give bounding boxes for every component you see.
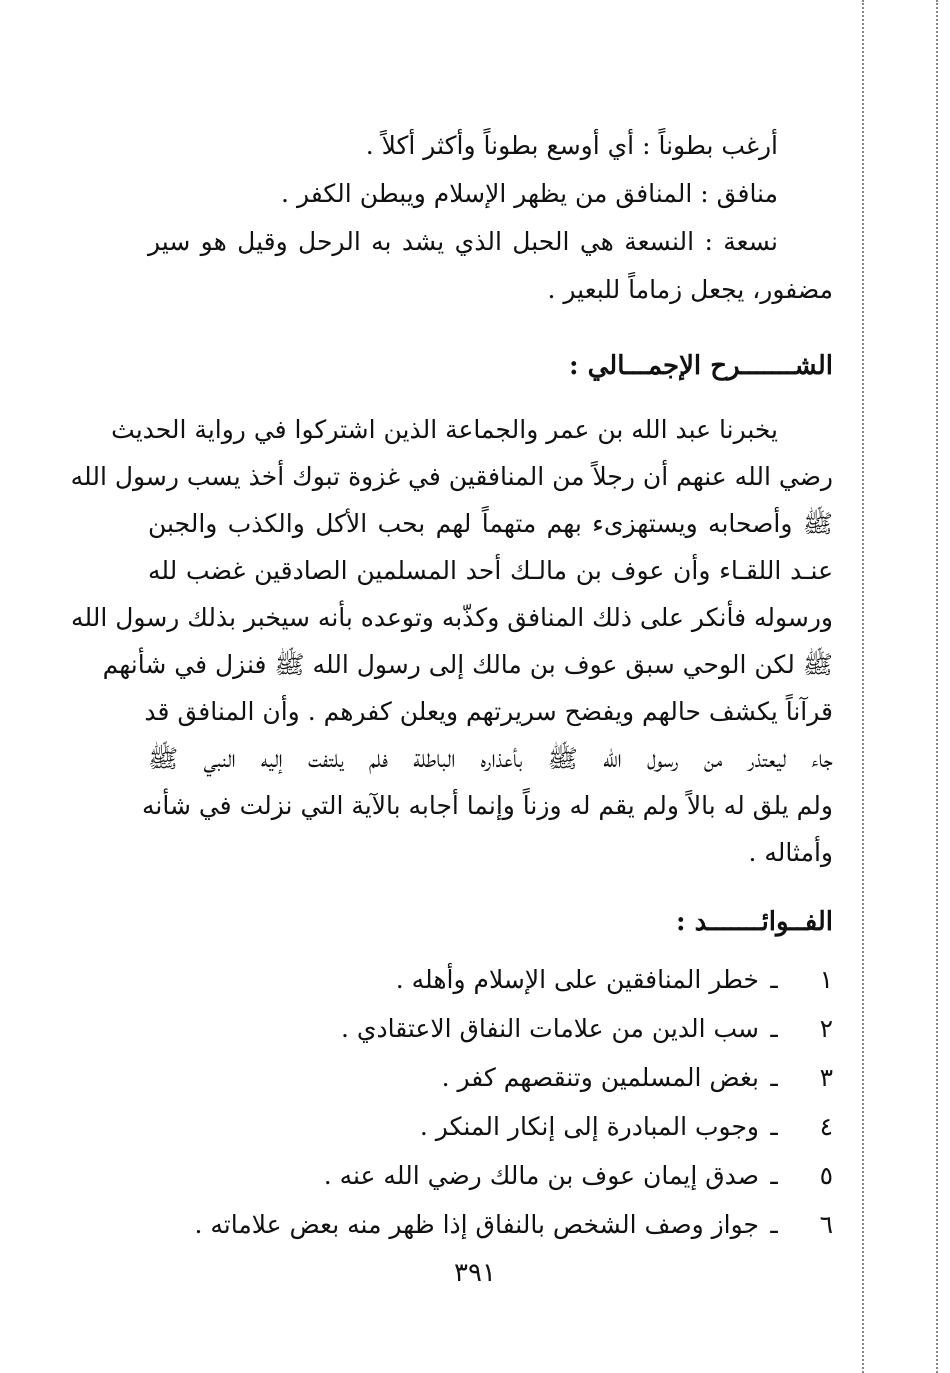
glossary-line: أرغب بطوناً : أي أوسع بطوناً وأكثر أكلاً . [365, 131, 778, 160]
list-item-text: جواز وصف الشخص بالنفاق إذا ظهر منه بعض علاماته . [194, 1210, 759, 1239]
list-item [148, 1200, 833, 1249]
list-item-text: خطر المنافقين على الإسلام وأهله . [395, 965, 759, 994]
glossary-section [148, 122, 833, 314]
paragraph-line: وأمثاله . [748, 838, 833, 867]
paragraph-line: يخبرنا عبد الله بن عمر والجماعة الذين اشتركوا في رواية الحديث [111, 415, 778, 444]
list-item-text: صدق إيمان عوف بن مالك رضي الله عنه . [323, 1161, 759, 1190]
paragraph-line: ﷺ لكن الوحي سبق عوف بن مالك إلى رسول الله ﷺ فنزل في شأنهم [102, 650, 833, 679]
list-item-text: بغض المسلمين وتنقصهم كفر . [441, 1063, 759, 1092]
list-item-dash: ـ [770, 1210, 778, 1239]
list-item-dash: ـ [770, 1112, 778, 1141]
glossary-line: نسعة : النسعة هي الحبل الذي يشد به الرحل وقيل هو سير [148, 227, 778, 256]
benefits-list [148, 955, 833, 1249]
glossary-line: مضفور، يجعل زماماً للبعير . [547, 275, 833, 304]
list-item [148, 1004, 833, 1053]
section-heading-benefits: الفــوائـــــــد : [675, 907, 833, 937]
list-item-number: ٥ [819, 1161, 833, 1190]
list-item-number: ٤ [819, 1112, 833, 1141]
glossary-line: منافق : المنافق من يظهر الإسلام ويبطن الكفر . [281, 179, 778, 208]
list-item-text: سب الدين من علامات النفاق الاعتقادي . [341, 1014, 759, 1043]
paragraph-line: عنـد اللقـاء وأن عوف بن مالـك أحد المسلمين الصادقين غضب لله [148, 556, 833, 585]
summary-explanation-paragraph [70, 406, 833, 876]
paragraph-line: رضي الله عنهم أن رجلاً من المنافقين في غزوة تبوك أخذ يسب رسول الله [70, 462, 833, 491]
list-item-number: ٢ [819, 1014, 833, 1043]
list-item-dash: ـ [770, 1014, 778, 1043]
list-item [148, 1053, 833, 1102]
page-edge-dotted-line [862, 0, 864, 1373]
list-item [148, 1102, 833, 1151]
section-heading-summary-explanation: الشـــــــرح الإجمـــالي : [568, 351, 833, 381]
paragraph-line: ولم يلق له بالاً ولم يقم له وزناً وإنما أجابه بالآية التي نزلت في شأنه [141, 791, 833, 820]
list-item-text: وجوب المبادرة إلى إنكار المنكر . [419, 1112, 759, 1141]
list-item-dash: ـ [770, 1161, 778, 1190]
paragraph-line: قرآناً يكشف حالهم ويفضح سريرتهم ويعلن كفرهم . وأن المنافق قد [144, 697, 833, 726]
list-item-number: ١ [819, 965, 833, 994]
page-edge-dotted-line [936, 0, 938, 1373]
paragraph-line: ورسوله فأنكر على ذلك المنافق وكذّبه وتوعده بأنه سيخبر بذلك رسول الله [71, 603, 833, 632]
paragraph-line: جاء ليعتذر من رسول الله ﷺ بأعذاره الباطلة فلم يلتفت إليه النبي ﷺ [148, 744, 833, 773]
list-item-number: ٣ [819, 1063, 833, 1092]
paragraph-line: ﷺ وأصحابه ويستهزىء بهم متهماً لهم بحب الأكل والكذب والجبن [148, 509, 833, 538]
list-item-dash: ـ [770, 965, 778, 994]
list-item [148, 1151, 833, 1200]
page-number: ٣٩١ [454, 1258, 496, 1288]
list-item [148, 955, 833, 1004]
list-item-dash: ـ [770, 1063, 778, 1092]
list-item-number: ٦ [819, 1210, 833, 1239]
